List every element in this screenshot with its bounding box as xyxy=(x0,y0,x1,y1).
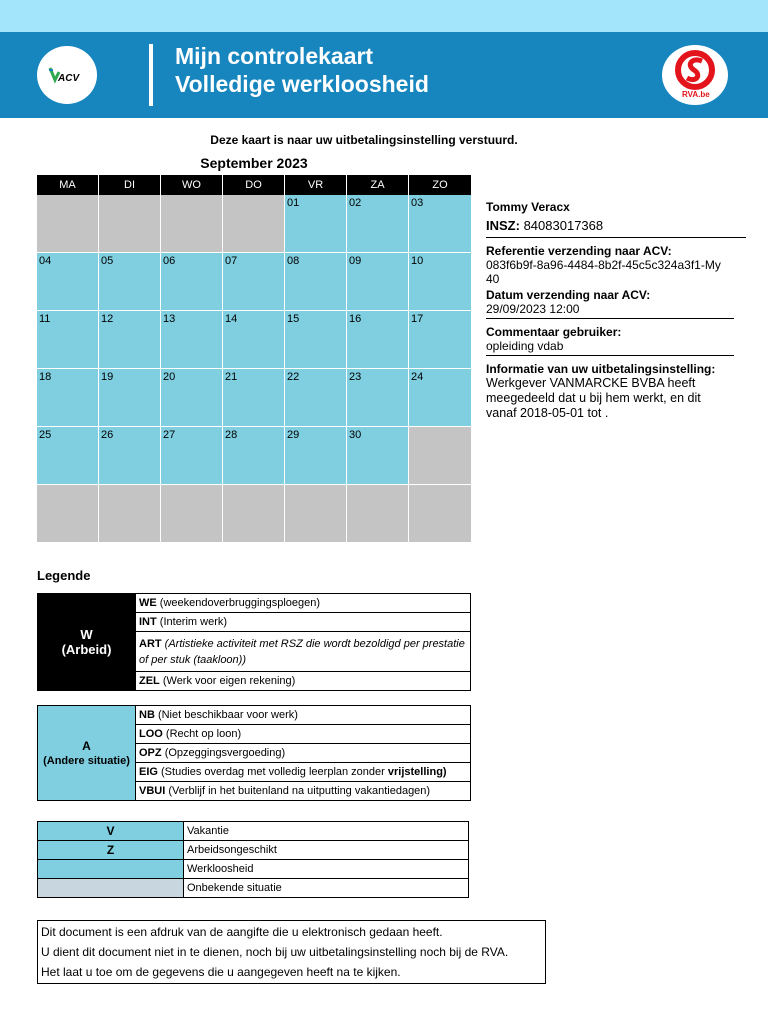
legend-a-code xyxy=(38,706,136,801)
page-title xyxy=(175,42,429,98)
disclaimer-line-3: Het laat u toe om de gegevens die u aangegeven heeft na te kijken. xyxy=(41,965,401,979)
legend-unemployment-swatch xyxy=(38,860,184,879)
calendar-day-cell: 25 xyxy=(37,427,99,485)
legend-item-code: VBUI xyxy=(139,785,166,797)
calendar-empty-cell xyxy=(99,485,161,543)
insz-label: INSZ: xyxy=(486,218,520,233)
weekday-di: DI xyxy=(99,175,161,195)
calendar-day-cell: 27 xyxy=(161,427,223,485)
calendar-empty-cell xyxy=(99,195,161,253)
calendar-week-row xyxy=(37,311,471,369)
legend-item-desc: (Recht op loon) xyxy=(165,728,242,740)
calendar-day-cell: 22 xyxy=(285,369,347,427)
disclaimer-box xyxy=(37,920,546,984)
calendar-day-cell: 06 xyxy=(161,253,223,311)
legend-w-code xyxy=(38,594,136,691)
calendar-empty-cell xyxy=(223,485,285,543)
legend-item-code: ZEL xyxy=(139,675,160,687)
date-value: 29/09/2023 12:00 xyxy=(486,302,734,319)
insz-row xyxy=(486,218,746,238)
user-name: Tommy Veracx xyxy=(486,200,570,214)
legend-item-code: INT xyxy=(139,616,157,628)
weekday-do: DO xyxy=(223,175,285,195)
calendar-day-cell: 01 xyxy=(285,195,347,253)
legend-item-desc: (Opzeggingsvergoeding) xyxy=(164,747,286,759)
legend-other-situation-table xyxy=(37,705,471,801)
calendar-day-cell: 13 xyxy=(161,311,223,369)
legend-item-code: ART xyxy=(139,637,162,650)
notice-text: Deze kaart is naar uw uitbetalingsinstelling verstuurd. xyxy=(210,133,518,147)
calendar-day-cell: 05 xyxy=(99,253,161,311)
legend-a-item xyxy=(136,725,471,744)
calendar-day-cell: 08 xyxy=(285,253,347,311)
calendar-empty-cell xyxy=(347,485,409,543)
calendar-month: September 2023 xyxy=(200,155,308,171)
calendar-day-cell: 21 xyxy=(223,369,285,427)
calendar-day-cell: 23 xyxy=(347,369,409,427)
legend-item-desc: (Niet beschikbaar voor werk) xyxy=(157,709,298,721)
legend-item-code: OPZ xyxy=(139,747,162,759)
legend-item-desc: (Studies overdag met volledig leerplan zonder xyxy=(161,766,385,778)
legend-item-desc-bold: vrijstelling) xyxy=(387,766,447,778)
legend-a-name: (Andere situatie) xyxy=(43,755,130,767)
calendar-week-row xyxy=(37,369,471,427)
weekday-ma: MA xyxy=(37,175,99,195)
legend-status-table xyxy=(37,821,469,898)
calendar-week-row xyxy=(37,427,471,485)
calendar-empty-cell xyxy=(161,485,223,543)
disclaimer-line-1: Dit document is een afdruk van de aangifte die u elektronisch gedaan heeft. xyxy=(41,925,443,939)
calendar-day-cell: 19 xyxy=(99,369,161,427)
calendar-day-cell: 02 xyxy=(347,195,409,253)
legend-item-code: WE xyxy=(139,597,157,609)
legend-title: Legende xyxy=(37,568,91,583)
legend-v-desc: Vakantie xyxy=(184,822,469,841)
info-panel xyxy=(486,200,746,421)
legend-w-letter: W xyxy=(80,627,93,642)
calendar-day-cell: 09 xyxy=(347,253,409,311)
calendar-body xyxy=(37,195,471,543)
calendar-day-cell: 26 xyxy=(99,427,161,485)
legend-z-code: Z xyxy=(38,841,184,860)
legend-item-desc: (Werk voor eigen rekening) xyxy=(162,675,296,687)
legend-a-item xyxy=(136,744,471,763)
legend-a-item xyxy=(136,706,471,725)
payment-info-value: Werkgever VANMARCKE BVBA heeft meegedeeld dat u bij hem werkt, en dit vanaf 2018-05-01 tot . xyxy=(486,376,701,420)
acv-logo xyxy=(37,46,97,104)
legend-item-code: EIG xyxy=(139,766,158,778)
disclaimer-line-2: U dient dit document niet in te dienen, noch bij uw uitbetalingsinstelling noch bij de RVA. xyxy=(41,945,509,959)
weekday-wo: WO xyxy=(161,175,223,195)
legend-item-desc: (Interim werk) xyxy=(159,616,228,628)
header-divider xyxy=(149,44,153,106)
calendar-empty-cell xyxy=(37,195,99,253)
weekday-vr: VR xyxy=(285,175,347,195)
calendar-day-cell: 14 xyxy=(223,311,285,369)
rva-logo-text: RVA.be xyxy=(682,90,710,99)
calendar-empty-cell xyxy=(409,485,471,543)
legend-w-item xyxy=(136,594,471,613)
title-line-1: Mijn controlekaart xyxy=(175,43,374,69)
comment-value: opleiding vdab xyxy=(486,339,734,356)
date-label: Datum verzending naar ACV: xyxy=(486,288,651,302)
calendar-empty-cell xyxy=(285,485,347,543)
calendar-grid xyxy=(37,175,471,543)
legend-unknown-desc: Onbekende situatie xyxy=(184,879,469,898)
calendar-empty-cell xyxy=(37,485,99,543)
legend-unknown-swatch xyxy=(38,879,184,898)
reference-value: 083f6b9f-8a96-4484-8b2f-45c5c324a3f1-My40 xyxy=(486,258,721,286)
calendar-day-cell: 07 xyxy=(223,253,285,311)
calendar-day-cell: 15 xyxy=(285,311,347,369)
legend-work-table xyxy=(37,593,471,691)
weekday-za: ZA xyxy=(347,175,409,195)
legend-w-name: (Arbeid) xyxy=(61,642,112,657)
calendar-empty-cell xyxy=(161,195,223,253)
legend-item-desc: (Verblijf in het buitenland na uitputting vakantiedagen) xyxy=(168,785,431,797)
calendar-day-cell: 04 xyxy=(37,253,99,311)
legend-a-item xyxy=(136,763,471,782)
calendar-day-cell: 12 xyxy=(99,311,161,369)
legend-z-desc: Arbeidsongeschikt xyxy=(184,841,469,860)
calendar-day-cell: 03 xyxy=(409,195,471,253)
legend-v-code: V xyxy=(38,822,184,841)
legend-w-item xyxy=(136,613,471,632)
legend-item-code: LOO xyxy=(139,728,163,740)
calendar-day-cell: 30 xyxy=(347,427,409,485)
calendar-day-cell: 24 xyxy=(409,369,471,427)
acv-logo-text: ACV xyxy=(58,73,80,84)
calendar-week-row xyxy=(37,195,471,253)
calendar-day-cell: 20 xyxy=(161,369,223,427)
comment-label: Commentaar gebruiker: xyxy=(486,325,622,339)
calendar-day-cell: 17 xyxy=(409,311,471,369)
reference-label: Referentie verzending naar ACV: xyxy=(486,244,672,258)
calendar-day-cell: 28 xyxy=(223,427,285,485)
legend-unemployment-desc: Werkloosheid xyxy=(184,860,469,879)
calendar-week-row xyxy=(37,253,471,311)
title-line-2: Volledige werkloosheid xyxy=(175,71,429,97)
legend-a-item xyxy=(136,782,471,801)
calendar-empty-cell xyxy=(223,195,285,253)
calendar-day-cell: 10 xyxy=(409,253,471,311)
calendar-empty-cell xyxy=(409,427,471,485)
calendar-day-cell: 11 xyxy=(37,311,99,369)
legend-w-item xyxy=(136,632,471,672)
rva-logo xyxy=(662,45,728,105)
calendar-header xyxy=(37,175,471,195)
payment-info-label: Informatie van uw uitbetalingsinstelling: xyxy=(486,362,716,376)
legend-a-letter: A xyxy=(82,739,91,753)
legend-item-code: NB xyxy=(139,709,155,721)
calendar-day-cell: 16 xyxy=(347,311,409,369)
legend-item-desc: (weekendoverbruggingsploegen) xyxy=(159,597,321,609)
calendar-week-row xyxy=(37,485,471,543)
calendar-day-cell: 18 xyxy=(37,369,99,427)
weekday-zo: ZO xyxy=(409,175,471,195)
insz-value: 84083017368 xyxy=(523,218,604,233)
legend-item-desc: (Artistieke activiteit met RSZ die wordt bezoldigd per prestatie of per stuk (taakloon)) xyxy=(139,637,465,666)
top-strip xyxy=(0,0,768,32)
legend-w-item xyxy=(136,672,471,691)
calendar-day-cell: 29 xyxy=(285,427,347,485)
